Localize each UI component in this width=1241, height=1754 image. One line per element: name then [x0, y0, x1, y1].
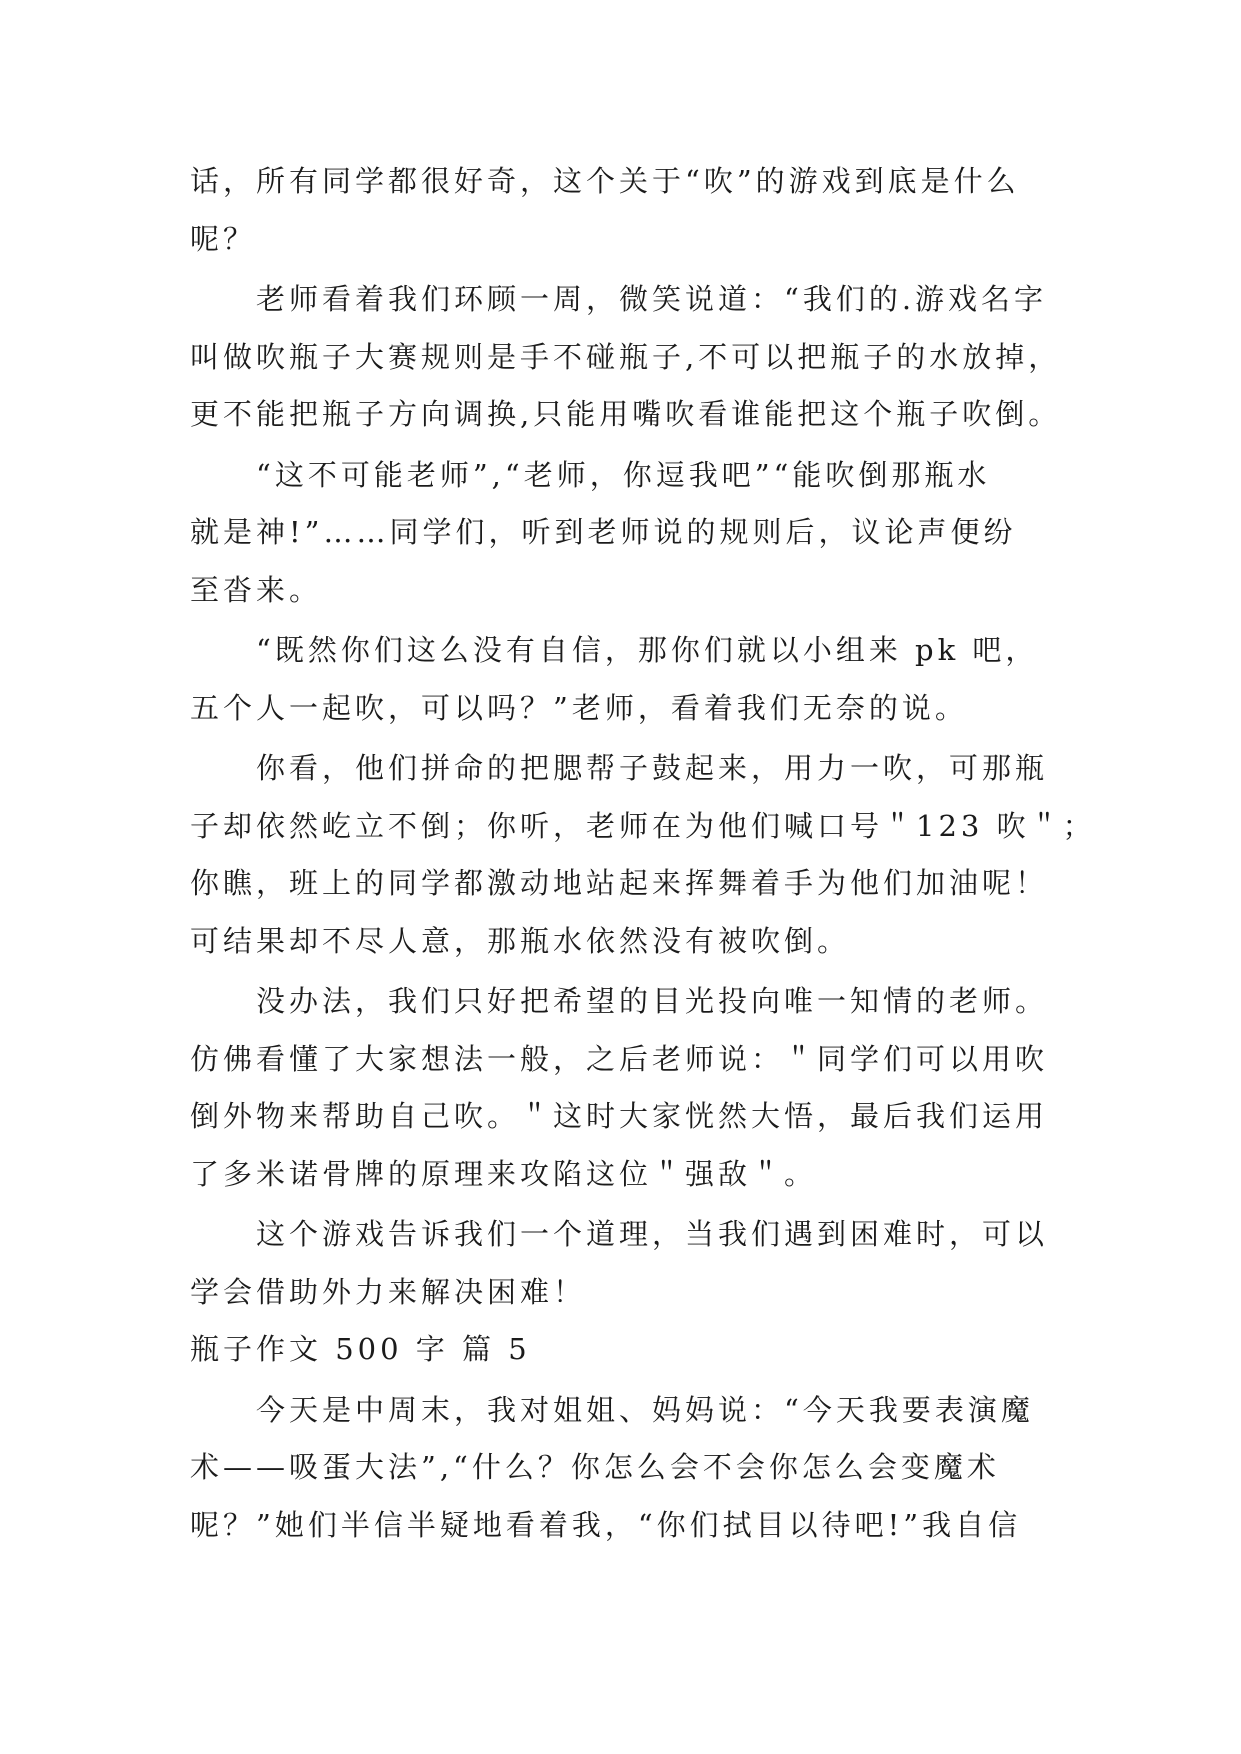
paragraph	[190, 740, 1096, 970]
text-line: 术——吸蛋大法”,“什么？你怎么会不会你怎么会变魔术	[190, 1450, 1000, 1484]
text-line: “这不可能老师”,“老师，你逗我吧”“能吹倒那瓶水	[256, 457, 991, 492]
text-line: 就是神!”……同学们，听到老师说的规则后，议论声便纷	[190, 515, 1017, 549]
text-line: 叫做吹瓶子大赛规则是手不碰瓶子,不可以把瓶子的水放掉，	[190, 339, 1062, 374]
section-heading: 瓶子作文 500 字 篇 5	[190, 1332, 531, 1366]
text-line: “既然你们这么没有自信，那你们就以小组来 pk 吧，	[256, 633, 1039, 667]
text-line: 五个人一起吹，可以吗？”老师，看着我们无奈的说。	[190, 690, 968, 725]
text-line: 老师看着我们环顾一周，微笑说道：“我们的.游戏名字	[256, 282, 1048, 316]
text-line: 倒外物来帮助自己吹。＂这时大家恍然大悟，最后我们运用	[190, 1099, 1049, 1133]
paragraph	[190, 447, 1090, 620]
paragraph	[190, 622, 1090, 737]
text-line: 今天是中周末，我对姐姐、妈妈说：“今天我要表演魔	[256, 1392, 1034, 1427]
text-line: 至沓来。	[190, 572, 323, 607]
text-line: 学会借助外力来解决困难！	[190, 1274, 587, 1309]
text-line: 更不能把瓶子方向调换,只能用嘴吹看谁能把这个瓶子吹倒。	[190, 397, 1062, 431]
paragraph	[190, 1206, 1090, 1321]
text-line: 你看，他们拼命的把腮帮子鼓起来，用力一吹，可那瓶	[256, 751, 1049, 785]
text-line: 呢？	[190, 221, 257, 256]
text-line: 可结果却不尽人意，那瓶水依然没有被吹倒。	[190, 923, 851, 958]
text-line: 你瞧，班上的同学都激动地站起来挥舞着手为他们加油呢！	[190, 866, 1049, 900]
document-page	[190, 153, 1096, 1554]
text-line: 子却依然屹立不倒；你听，老师在为他们喊口号＂123 吹＂；	[190, 808, 1096, 843]
text-line: 没办法，我们只好把希望的目光投向唯一知情的老师。	[256, 984, 1049, 1018]
paragraph	[190, 153, 1090, 268]
text-line: 呢？”她们半信半疑地看着我，“你们拭目以待吧!”我自信	[190, 1507, 1022, 1542]
text-line: 这个游戏告诉我们一个道理，当我们遇到困难时，可以	[256, 1217, 1049, 1251]
paragraph	[190, 973, 1090, 1203]
text-line: 话，所有同学都很好奇，这个关于“吹”的游戏到底是什么	[190, 164, 1020, 198]
text-line: 了多米诺骨牌的原理来攻陷这位＂强敌＂。	[190, 1156, 818, 1191]
paragraph	[190, 271, 1090, 444]
paragraph	[190, 1382, 1090, 1555]
text-line: 仿佛看懂了大家想法一般，之后老师说：＂同学们可以用吹	[190, 1041, 1049, 1076]
